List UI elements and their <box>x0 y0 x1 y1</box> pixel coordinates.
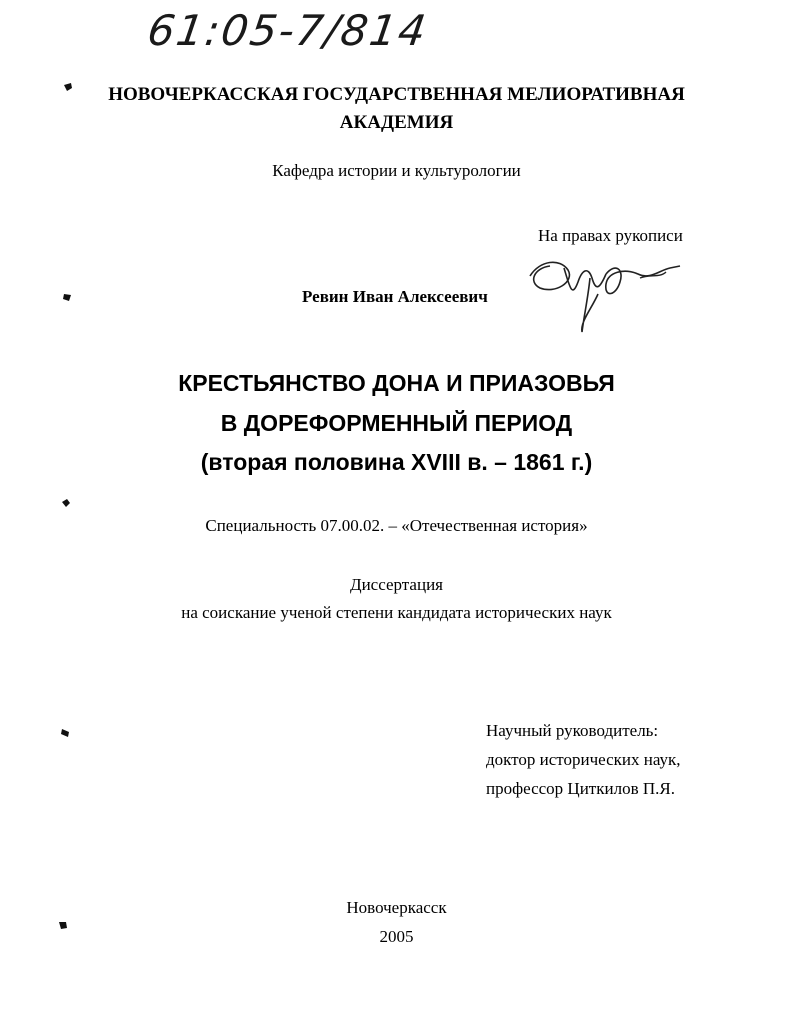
scan-speck-2 <box>62 292 72 302</box>
dissertation-title-line-2: В ДОРЕФОРМЕННЫЙ ПЕРИОД <box>220 410 573 436</box>
signature <box>520 248 690 338</box>
scan-speck-4 <box>60 728 70 738</box>
institution-name-line-1: НОВОЧЕРКАССКАЯ ГОСУДАРСТВЕННАЯ МЕЛИОРАТИВНАЯ <box>108 84 685 105</box>
supervisor-degree: доктор исторических наук, <box>486 750 681 769</box>
scan-speck-3 <box>61 498 71 508</box>
supervisor-label: Научный руководитель: <box>486 721 659 740</box>
archive-code-handwritten: 61:05-7/814 <box>144 6 431 55</box>
author-name: Ревин Иван Алексеевич <box>302 287 488 306</box>
department-name: Кафедра истории и культурологии <box>272 161 521 180</box>
institution-name-line-2: АКАДЕМИЯ <box>339 112 454 133</box>
dissertation-label: Диссертация <box>349 575 443 594</box>
manuscript-rights-note: На правах рукописи <box>538 226 683 245</box>
dissertation-title-line-1: КРЕСТЬЯНСТВО ДОНА И ПРИАЗОВЬЯ <box>178 370 615 396</box>
city: Новочеркасск <box>346 898 447 917</box>
year: 2005 <box>379 927 414 946</box>
dissertation-title-line-3: (вторая половина XVIII в. – 1861 г.) <box>200 449 593 475</box>
specialty: Специальность 07.00.02. – «Отечественная история» <box>205 516 588 535</box>
degree-purpose: на соискание ученой степени кандидата исторических наук <box>181 603 612 622</box>
supervisor-name: профессор Циткилов П.Я. <box>486 779 675 798</box>
